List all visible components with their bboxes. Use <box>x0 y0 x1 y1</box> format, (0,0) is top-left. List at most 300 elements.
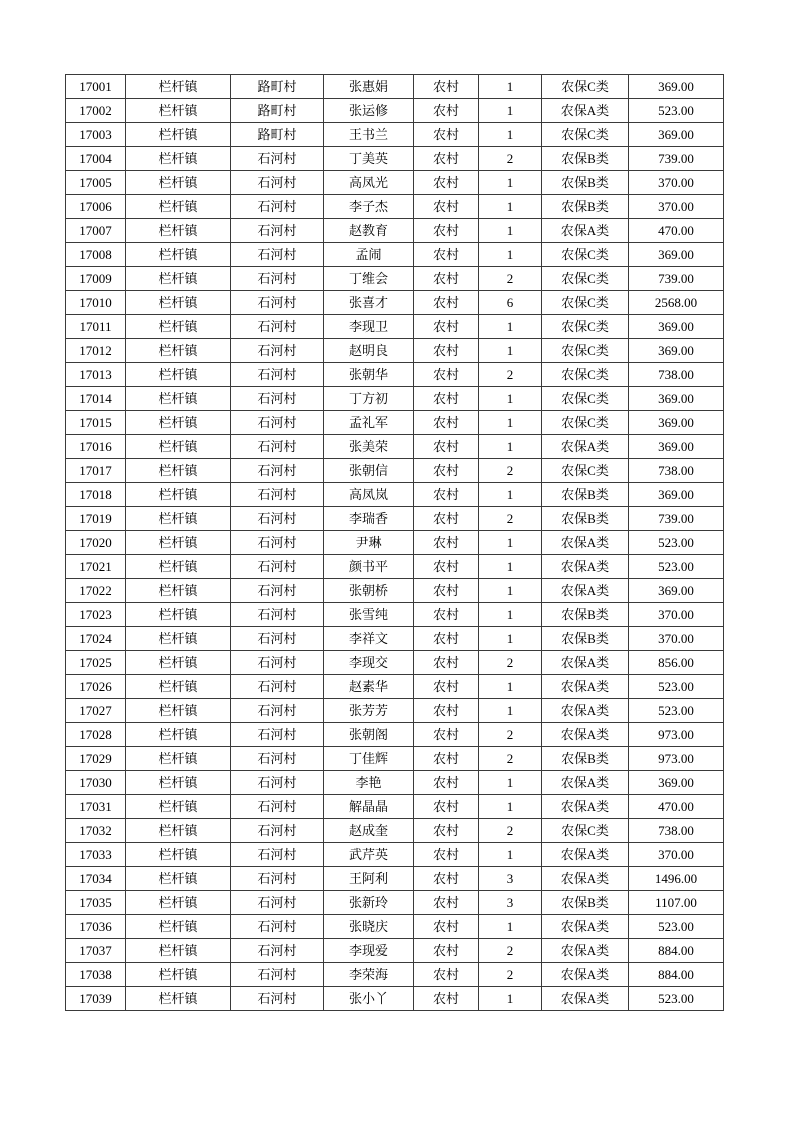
cell-record-id: 17028 <box>66 723 126 747</box>
cell-person-count: 1 <box>479 243 542 267</box>
cell-person-count: 2 <box>479 819 542 843</box>
cell-person-name: 丁美英 <box>324 147 414 171</box>
table-row <box>66 171 724 195</box>
table-row <box>66 963 724 987</box>
cell-person-count: 1 <box>479 123 542 147</box>
cell-insurance-category: 农保B类 <box>542 507 629 531</box>
cell-person-name: 张朝信 <box>324 459 414 483</box>
cell-residence-type: 农村 <box>414 891 479 915</box>
cell-person-name: 丁佳辉 <box>324 747 414 771</box>
cell-town: 栏杆镇 <box>126 195 231 219</box>
cell-town: 栏杆镇 <box>126 675 231 699</box>
cell-residence-type: 农村 <box>414 843 479 867</box>
cell-residence-type: 农村 <box>414 531 479 555</box>
cell-town: 栏杆镇 <box>126 627 231 651</box>
cell-residence-type: 农村 <box>414 411 479 435</box>
cell-village: 石河村 <box>231 891 324 915</box>
cell-village: 石河村 <box>231 819 324 843</box>
cell-amount: 523.00 <box>629 987 724 1011</box>
cell-record-id: 17023 <box>66 603 126 627</box>
cell-person-name: 张运修 <box>324 99 414 123</box>
table-row <box>66 315 724 339</box>
cell-residence-type: 农村 <box>414 819 479 843</box>
cell-village: 石河村 <box>231 387 324 411</box>
cell-amount: 370.00 <box>629 843 724 867</box>
cell-residence-type: 农村 <box>414 291 479 315</box>
cell-insurance-category: 农保A类 <box>542 579 629 603</box>
cell-village: 石河村 <box>231 459 324 483</box>
table-row <box>66 483 724 507</box>
cell-person-count: 2 <box>479 651 542 675</box>
cell-insurance-category: 农保B类 <box>542 891 629 915</box>
cell-person-count: 2 <box>479 363 542 387</box>
table-row <box>66 363 724 387</box>
cell-person-count: 2 <box>479 459 542 483</box>
cell-town: 栏杆镇 <box>126 651 231 675</box>
cell-amount: 369.00 <box>629 123 724 147</box>
cell-person-count: 1 <box>479 771 542 795</box>
cell-insurance-category: 农保C类 <box>542 363 629 387</box>
cell-person-count: 1 <box>479 411 542 435</box>
cell-person-count: 2 <box>479 267 542 291</box>
cell-record-id: 17010 <box>66 291 126 315</box>
cell-insurance-category: 农保C类 <box>542 267 629 291</box>
cell-record-id: 17032 <box>66 819 126 843</box>
cell-person-name: 赵素华 <box>324 675 414 699</box>
cell-person-count: 6 <box>479 291 542 315</box>
cell-person-count: 1 <box>479 339 542 363</box>
cell-town: 栏杆镇 <box>126 483 231 507</box>
cell-town: 栏杆镇 <box>126 387 231 411</box>
cell-person-count: 1 <box>479 987 542 1011</box>
cell-town: 栏杆镇 <box>126 555 231 579</box>
cell-person-name: 王阿利 <box>324 867 414 891</box>
cell-record-id: 17039 <box>66 987 126 1011</box>
table-row <box>66 267 724 291</box>
cell-record-id: 17027 <box>66 699 126 723</box>
cell-village: 石河村 <box>231 219 324 243</box>
cell-residence-type: 农村 <box>414 699 479 723</box>
cell-amount: 739.00 <box>629 507 724 531</box>
cell-amount: 523.00 <box>629 99 724 123</box>
cell-record-id: 17001 <box>66 75 126 99</box>
table-row <box>66 195 724 219</box>
cell-person-count: 1 <box>479 795 542 819</box>
cell-person-name: 李子杰 <box>324 195 414 219</box>
cell-amount: 973.00 <box>629 723 724 747</box>
cell-town: 栏杆镇 <box>126 435 231 459</box>
cell-amount: 523.00 <box>629 555 724 579</box>
cell-village: 石河村 <box>231 651 324 675</box>
table-row <box>66 819 724 843</box>
cell-person-count: 1 <box>479 579 542 603</box>
cell-amount: 470.00 <box>629 795 724 819</box>
cell-town: 栏杆镇 <box>126 291 231 315</box>
cell-residence-type: 农村 <box>414 243 479 267</box>
cell-record-id: 17016 <box>66 435 126 459</box>
cell-record-id: 17035 <box>66 891 126 915</box>
cell-town: 栏杆镇 <box>126 891 231 915</box>
cell-village: 石河村 <box>231 555 324 579</box>
cell-village: 路町村 <box>231 75 324 99</box>
cell-insurance-category: 农保B类 <box>542 171 629 195</box>
table-row <box>66 555 724 579</box>
cell-town: 栏杆镇 <box>126 987 231 1011</box>
table-row <box>66 771 724 795</box>
cell-town: 栏杆镇 <box>126 939 231 963</box>
cell-village: 石河村 <box>231 579 324 603</box>
table-row <box>66 627 724 651</box>
cell-insurance-category: 农保B类 <box>542 147 629 171</box>
cell-town: 栏杆镇 <box>126 99 231 123</box>
table-row <box>66 747 724 771</box>
cell-village: 石河村 <box>231 363 324 387</box>
cell-village: 石河村 <box>231 843 324 867</box>
cell-amount: 369.00 <box>629 579 724 603</box>
cell-person-count: 1 <box>479 915 542 939</box>
cell-amount: 523.00 <box>629 699 724 723</box>
cell-amount: 470.00 <box>629 219 724 243</box>
cell-record-id: 17031 <box>66 795 126 819</box>
cell-village: 石河村 <box>231 771 324 795</box>
cell-record-id: 17012 <box>66 339 126 363</box>
cell-person-name: 李现爱 <box>324 939 414 963</box>
cell-person-name: 解晶晶 <box>324 795 414 819</box>
cell-person-name: 颜书平 <box>324 555 414 579</box>
cell-person-count: 2 <box>479 963 542 987</box>
cell-residence-type: 农村 <box>414 723 479 747</box>
cell-insurance-category: 农保C类 <box>542 819 629 843</box>
cell-town: 栏杆镇 <box>126 219 231 243</box>
cell-town: 栏杆镇 <box>126 507 231 531</box>
cell-residence-type: 农村 <box>414 939 479 963</box>
cell-residence-type: 农村 <box>414 651 479 675</box>
table-row <box>66 987 724 1011</box>
cell-village: 石河村 <box>231 171 324 195</box>
table-row <box>66 123 724 147</box>
cell-amount: 856.00 <box>629 651 724 675</box>
cell-person-name: 李现卫 <box>324 315 414 339</box>
cell-residence-type: 农村 <box>414 507 479 531</box>
cell-insurance-category: 农保C类 <box>542 243 629 267</box>
cell-amount: 369.00 <box>629 435 724 459</box>
cell-record-id: 17008 <box>66 243 126 267</box>
cell-village: 石河村 <box>231 243 324 267</box>
cell-insurance-category: 农保A类 <box>542 795 629 819</box>
cell-insurance-category: 农保C类 <box>542 411 629 435</box>
cell-village: 路町村 <box>231 123 324 147</box>
cell-town: 栏杆镇 <box>126 747 231 771</box>
cell-village: 石河村 <box>231 699 324 723</box>
cell-residence-type: 农村 <box>414 483 479 507</box>
cell-residence-type: 农村 <box>414 747 479 771</box>
cell-village: 石河村 <box>231 315 324 339</box>
cell-village: 石河村 <box>231 867 324 891</box>
table-row <box>66 387 724 411</box>
cell-insurance-category: 农保A类 <box>542 771 629 795</box>
cell-village: 石河村 <box>231 291 324 315</box>
cell-person-name: 丁方初 <box>324 387 414 411</box>
cell-town: 栏杆镇 <box>126 147 231 171</box>
cell-insurance-category: 农保A类 <box>542 867 629 891</box>
cell-residence-type: 农村 <box>414 459 479 483</box>
cell-amount: 369.00 <box>629 387 724 411</box>
cell-insurance-category: 农保C类 <box>542 387 629 411</box>
cell-amount: 369.00 <box>629 771 724 795</box>
cell-village: 石河村 <box>231 507 324 531</box>
cell-insurance-category: 农保C类 <box>542 123 629 147</box>
cell-record-id: 17015 <box>66 411 126 435</box>
cell-village: 石河村 <box>231 267 324 291</box>
cell-insurance-category: 农保A类 <box>542 723 629 747</box>
table-row <box>66 843 724 867</box>
cell-village: 石河村 <box>231 339 324 363</box>
cell-record-id: 17038 <box>66 963 126 987</box>
cell-town: 栏杆镇 <box>126 723 231 747</box>
table-row <box>66 675 724 699</box>
cell-insurance-category: 农保A类 <box>542 843 629 867</box>
cell-village: 石河村 <box>231 195 324 219</box>
table-row <box>66 435 724 459</box>
cell-residence-type: 农村 <box>414 675 479 699</box>
cell-residence-type: 农村 <box>414 339 479 363</box>
cell-residence-type: 农村 <box>414 915 479 939</box>
cell-amount: 884.00 <box>629 939 724 963</box>
cell-residence-type: 农村 <box>414 363 479 387</box>
cell-person-name: 赵成奎 <box>324 819 414 843</box>
cell-insurance-category: 农保A类 <box>542 555 629 579</box>
cell-record-id: 17021 <box>66 555 126 579</box>
cell-insurance-category: 农保A类 <box>542 651 629 675</box>
cell-insurance-category: 农保B类 <box>542 627 629 651</box>
cell-insurance-category: 农保A类 <box>542 987 629 1011</box>
cell-town: 栏杆镇 <box>126 603 231 627</box>
table-row <box>66 795 724 819</box>
cell-residence-type: 农村 <box>414 75 479 99</box>
cell-residence-type: 农村 <box>414 387 479 411</box>
cell-person-name: 高凤岚 <box>324 483 414 507</box>
cell-village: 石河村 <box>231 747 324 771</box>
cell-residence-type: 农村 <box>414 123 479 147</box>
cell-amount: 2568.00 <box>629 291 724 315</box>
cell-person-name: 孟闹 <box>324 243 414 267</box>
cell-town: 栏杆镇 <box>126 531 231 555</box>
table-body <box>66 75 724 1011</box>
insurance-records-table <box>65 74 724 1011</box>
cell-amount: 738.00 <box>629 819 724 843</box>
cell-insurance-category: 农保A类 <box>542 699 629 723</box>
cell-amount: 1496.00 <box>629 867 724 891</box>
cell-residence-type: 农村 <box>414 627 479 651</box>
table-row <box>66 219 724 243</box>
cell-person-name: 赵明良 <box>324 339 414 363</box>
cell-insurance-category: 农保B类 <box>542 483 629 507</box>
cell-record-id: 17022 <box>66 579 126 603</box>
cell-person-count: 1 <box>479 627 542 651</box>
cell-village: 石河村 <box>231 963 324 987</box>
cell-residence-type: 农村 <box>414 987 479 1011</box>
cell-insurance-category: 农保C类 <box>542 75 629 99</box>
cell-village: 石河村 <box>231 435 324 459</box>
cell-residence-type: 农村 <box>414 603 479 627</box>
cell-record-id: 17037 <box>66 939 126 963</box>
cell-village: 石河村 <box>231 483 324 507</box>
cell-residence-type: 农村 <box>414 171 479 195</box>
cell-person-name: 王书兰 <box>324 123 414 147</box>
cell-person-count: 1 <box>479 699 542 723</box>
table-row <box>66 411 724 435</box>
cell-person-name: 丁维会 <box>324 267 414 291</box>
cell-person-count: 2 <box>479 723 542 747</box>
cell-village: 石河村 <box>231 939 324 963</box>
cell-amount: 369.00 <box>629 243 724 267</box>
cell-record-id: 17033 <box>66 843 126 867</box>
cell-insurance-category: 农保A类 <box>542 435 629 459</box>
cell-town: 栏杆镇 <box>126 579 231 603</box>
cell-town: 栏杆镇 <box>126 843 231 867</box>
cell-insurance-category: 农保A类 <box>542 219 629 243</box>
cell-insurance-category: 农保A类 <box>542 915 629 939</box>
cell-person-name: 孟礼军 <box>324 411 414 435</box>
cell-insurance-category: 农保C类 <box>542 315 629 339</box>
cell-town: 栏杆镇 <box>126 123 231 147</box>
cell-person-name: 李祥文 <box>324 627 414 651</box>
cell-village: 石河村 <box>231 987 324 1011</box>
cell-person-name: 张惠娟 <box>324 75 414 99</box>
cell-residence-type: 农村 <box>414 963 479 987</box>
cell-insurance-category: 农保B类 <box>542 195 629 219</box>
cell-residence-type: 农村 <box>414 771 479 795</box>
cell-amount: 1107.00 <box>629 891 724 915</box>
cell-person-name: 张喜才 <box>324 291 414 315</box>
cell-record-id: 17014 <box>66 387 126 411</box>
cell-person-count: 1 <box>479 603 542 627</box>
cell-amount: 370.00 <box>629 627 724 651</box>
cell-record-id: 17003 <box>66 123 126 147</box>
cell-residence-type: 农村 <box>414 315 479 339</box>
cell-village: 石河村 <box>231 795 324 819</box>
table-row <box>66 531 724 555</box>
cell-person-count: 1 <box>479 675 542 699</box>
cell-residence-type: 农村 <box>414 555 479 579</box>
cell-amount: 738.00 <box>629 363 724 387</box>
cell-person-count: 2 <box>479 147 542 171</box>
cell-town: 栏杆镇 <box>126 75 231 99</box>
cell-village: 石河村 <box>231 915 324 939</box>
cell-village: 石河村 <box>231 531 324 555</box>
cell-village: 石河村 <box>231 723 324 747</box>
cell-residence-type: 农村 <box>414 795 479 819</box>
cell-amount: 369.00 <box>629 75 724 99</box>
cell-insurance-category: 农保A类 <box>542 963 629 987</box>
cell-insurance-category: 农保C类 <box>542 339 629 363</box>
cell-amount: 523.00 <box>629 915 724 939</box>
cell-village: 石河村 <box>231 627 324 651</box>
cell-village: 石河村 <box>231 675 324 699</box>
cell-town: 栏杆镇 <box>126 411 231 435</box>
cell-insurance-category: 农保A类 <box>542 99 629 123</box>
cell-person-name: 张芳芳 <box>324 699 414 723</box>
table-row <box>66 651 724 675</box>
cell-town: 栏杆镇 <box>126 363 231 387</box>
cell-town: 栏杆镇 <box>126 699 231 723</box>
cell-person-count: 1 <box>479 531 542 555</box>
cell-town: 栏杆镇 <box>126 795 231 819</box>
cell-residence-type: 农村 <box>414 195 479 219</box>
table-row <box>66 867 724 891</box>
cell-insurance-category: 农保B类 <box>542 603 629 627</box>
cell-record-id: 17009 <box>66 267 126 291</box>
cell-record-id: 17036 <box>66 915 126 939</box>
cell-town: 栏杆镇 <box>126 243 231 267</box>
cell-insurance-category: 农保C类 <box>542 459 629 483</box>
cell-amount: 369.00 <box>629 315 724 339</box>
cell-amount: 370.00 <box>629 195 724 219</box>
table-row <box>66 699 724 723</box>
table-row <box>66 603 724 627</box>
table-row <box>66 939 724 963</box>
cell-town: 栏杆镇 <box>126 819 231 843</box>
cell-person-count: 2 <box>479 747 542 771</box>
table-row <box>66 459 724 483</box>
cell-person-count: 2 <box>479 507 542 531</box>
cell-town: 栏杆镇 <box>126 267 231 291</box>
cell-town: 栏杆镇 <box>126 771 231 795</box>
cell-record-id: 17034 <box>66 867 126 891</box>
cell-amount: 370.00 <box>629 171 724 195</box>
table-row <box>66 891 724 915</box>
cell-record-id: 17024 <box>66 627 126 651</box>
cell-amount: 738.00 <box>629 459 724 483</box>
table-row <box>66 507 724 531</box>
cell-village: 石河村 <box>231 147 324 171</box>
cell-person-name: 张晓庆 <box>324 915 414 939</box>
cell-town: 栏杆镇 <box>126 915 231 939</box>
cell-person-name: 武芹英 <box>324 843 414 867</box>
cell-record-id: 17007 <box>66 219 126 243</box>
cell-person-name: 张美荣 <box>324 435 414 459</box>
cell-insurance-category: 农保A类 <box>542 939 629 963</box>
cell-person-name: 李现交 <box>324 651 414 675</box>
cell-record-id: 17011 <box>66 315 126 339</box>
cell-record-id: 17026 <box>66 675 126 699</box>
cell-person-count: 1 <box>479 171 542 195</box>
table-row <box>66 243 724 267</box>
cell-person-name: 高凤光 <box>324 171 414 195</box>
cell-person-count: 1 <box>479 435 542 459</box>
cell-person-count: 1 <box>479 555 542 579</box>
cell-residence-type: 农村 <box>414 579 479 603</box>
cell-village: 石河村 <box>231 411 324 435</box>
cell-record-id: 17020 <box>66 531 126 555</box>
cell-residence-type: 农村 <box>414 219 479 243</box>
cell-person-count: 1 <box>479 195 542 219</box>
cell-person-name: 李荣海 <box>324 963 414 987</box>
cell-record-id: 17006 <box>66 195 126 219</box>
table-row <box>66 339 724 363</box>
cell-residence-type: 农村 <box>414 867 479 891</box>
cell-person-name: 张朝华 <box>324 363 414 387</box>
cell-person-name: 李艳 <box>324 771 414 795</box>
cell-insurance-category: 农保A类 <box>542 531 629 555</box>
cell-residence-type: 农村 <box>414 99 479 123</box>
table-row <box>66 147 724 171</box>
cell-person-count: 1 <box>479 219 542 243</box>
cell-amount: 973.00 <box>629 747 724 771</box>
cell-town: 栏杆镇 <box>126 459 231 483</box>
cell-record-id: 17005 <box>66 171 126 195</box>
cell-record-id: 17004 <box>66 147 126 171</box>
